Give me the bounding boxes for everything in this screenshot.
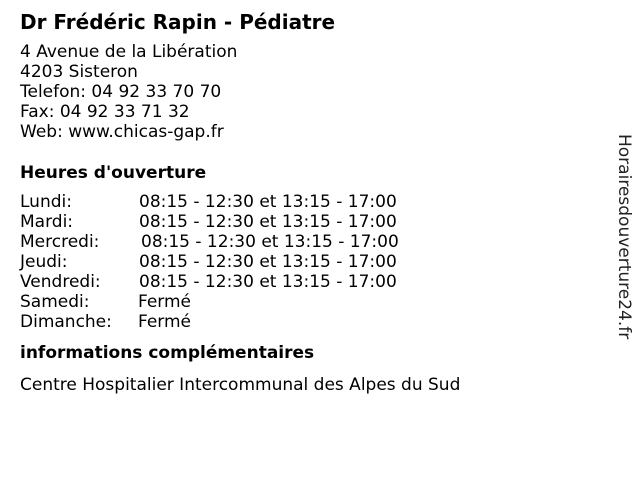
hours-row-tuesday <box>20 212 600 232</box>
street-address: 4 Avenue de la Libération <box>20 42 238 62</box>
fax-number: Fax: 04 92 33 71 32 <box>20 102 190 122</box>
site-watermark-label[interactable]: Horairesdouverture24.fr <box>614 134 634 340</box>
day-hours: 08:15 - 12:30 et 13:15 - 17:00 <box>139 192 397 212</box>
hours-row-sunday <box>20 312 600 332</box>
hours-row-friday <box>20 272 600 292</box>
hours-row-wednesday <box>20 232 600 252</box>
day-label: Mardi: <box>20 212 74 232</box>
day-label: Lundi: <box>20 192 72 212</box>
day-label: Mercredi: <box>20 232 100 252</box>
day-hours: Fermé <box>138 312 192 332</box>
day-label: Samedi: <box>20 292 90 312</box>
contact-block <box>20 42 600 142</box>
info-heading: informations complémentaires <box>20 343 315 363</box>
opening-hours-table <box>20 192 600 332</box>
website-link[interactable]: Web: www.chicas-gap.fr <box>20 122 224 142</box>
hours-heading: Heures d'ouverture <box>20 163 207 183</box>
city-address: 4203 Sisteron <box>20 62 138 82</box>
day-hours: 08:15 - 12:30 et 13:15 - 17:00 <box>139 272 397 292</box>
page-title: Dr Frédéric Rapin - Pédiatre <box>20 10 336 34</box>
hours-row-thursday <box>20 252 600 272</box>
day-label: Dimanche: <box>20 312 112 332</box>
phone-number: Telefon: 04 92 33 70 70 <box>20 82 222 102</box>
day-label: Jeudi: <box>20 252 68 272</box>
day-hours: 08:15 - 12:30 et 13:15 - 17:00 <box>141 232 399 252</box>
business-card <box>20 10 600 395</box>
day-hours: 08:15 - 12:30 et 13:15 - 17:00 <box>139 212 397 232</box>
info-text: Centre Hospitalier Intercommunal des Alpes du Sud <box>20 375 461 395</box>
day-hours: Fermé <box>138 292 192 312</box>
hours-row-saturday <box>20 292 600 312</box>
day-hours: 08:15 - 12:30 et 13:15 - 17:00 <box>139 252 397 272</box>
day-label: Vendredi: <box>20 272 101 292</box>
hours-row-monday <box>20 192 600 212</box>
